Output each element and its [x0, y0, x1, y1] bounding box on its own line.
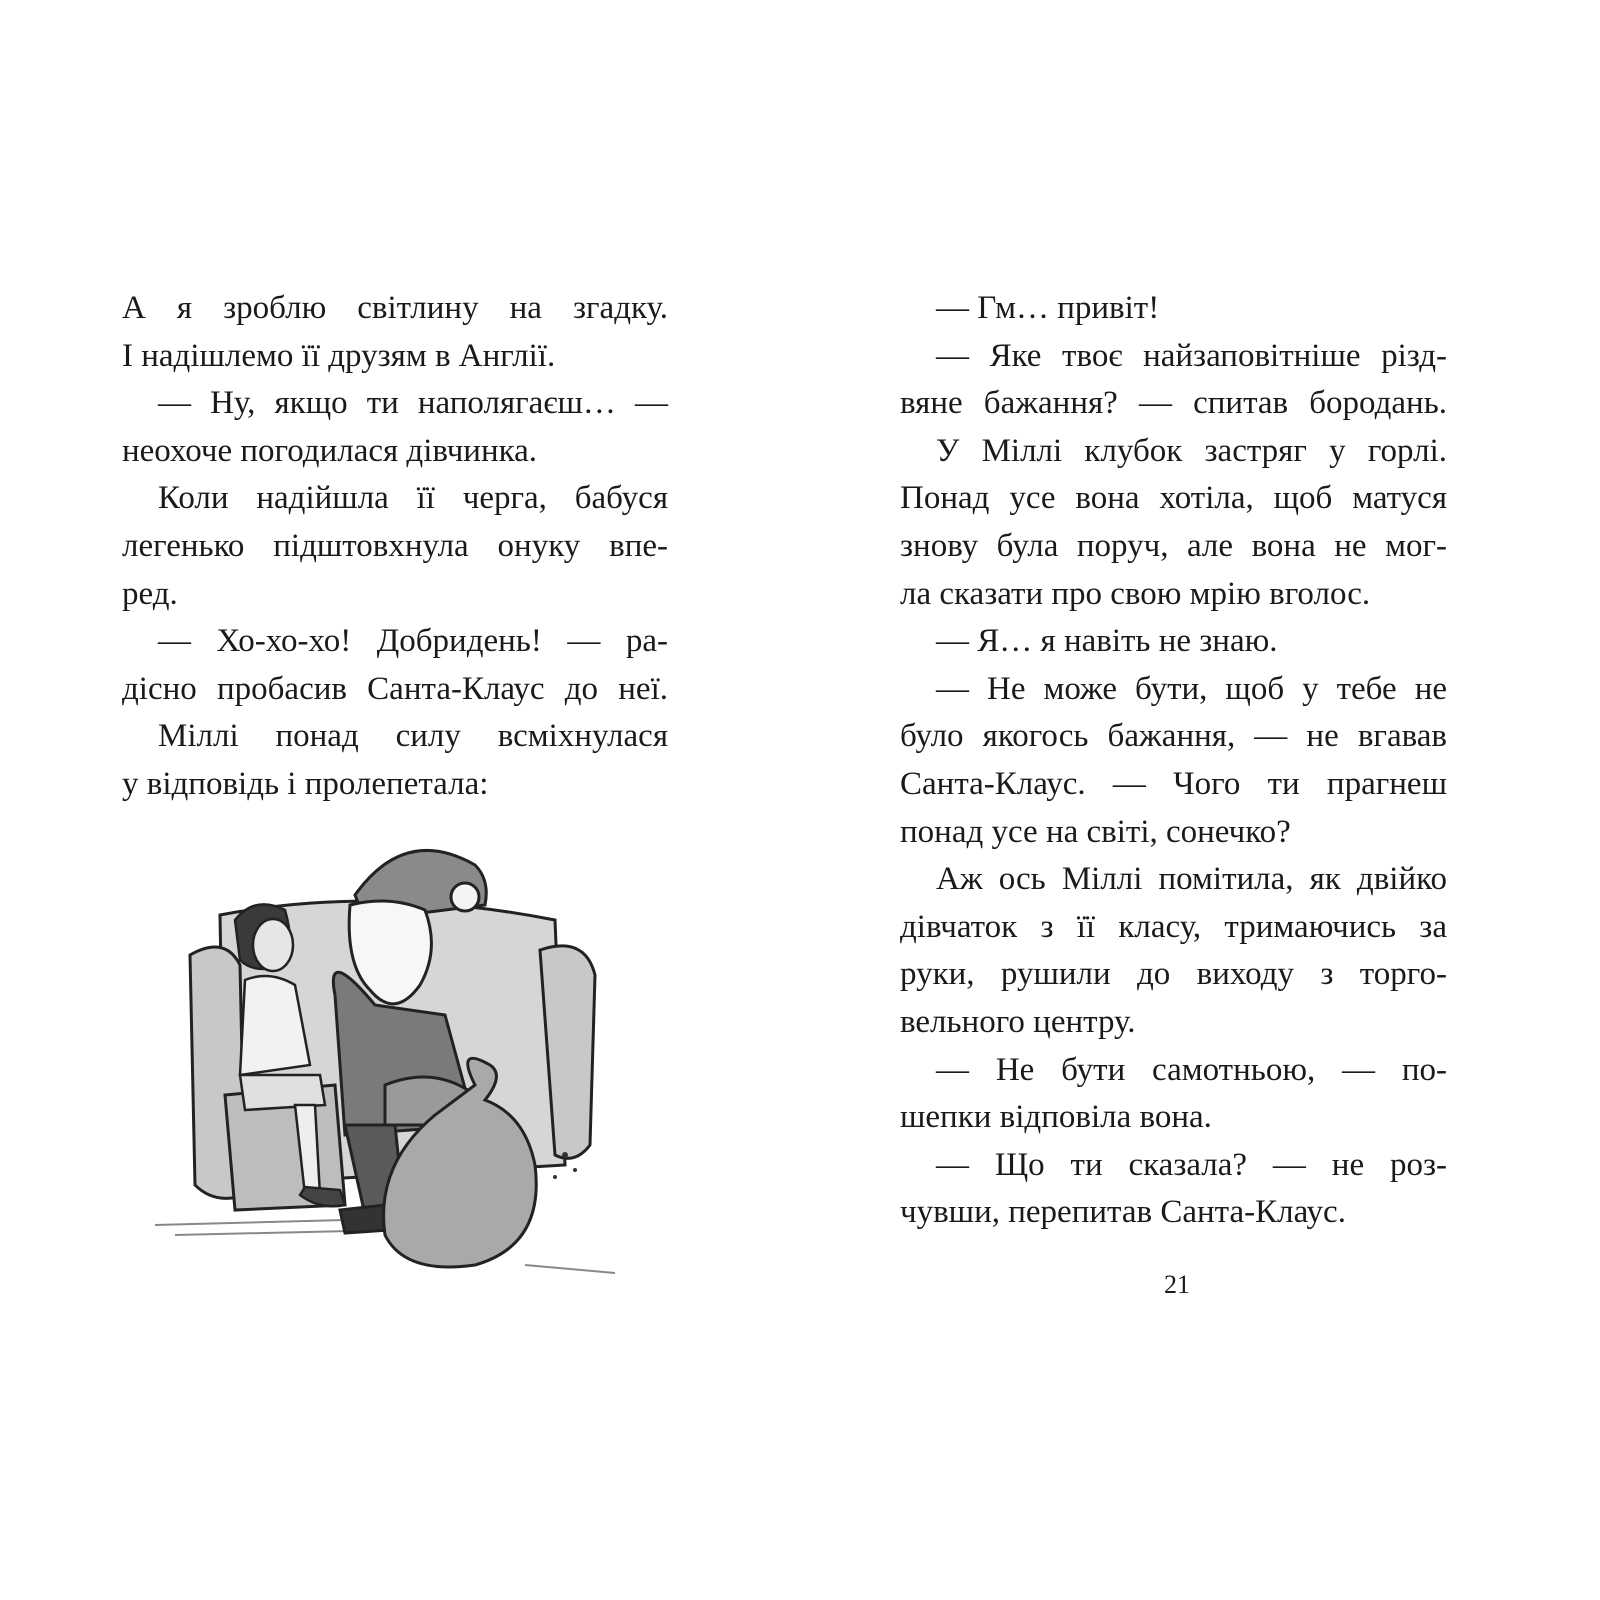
- right-text-column: [900, 285, 1447, 1237]
- text-line: легенько підштовхнула онуку впе-: [122, 527, 668, 564]
- text-line: чувши, перепитав Санта-Клаус.: [900, 1194, 1346, 1231]
- text-line: — Не може бути, щоб у тебе не: [936, 670, 1447, 707]
- text-line: було якогось бажання, — не вгавав: [900, 718, 1447, 755]
- text-line: — Я… я навіть не знаю.: [936, 623, 1278, 660]
- text-line: Санта-Клаус. — Чого ти прагнеш: [900, 765, 1447, 802]
- text-line: дівчаток з її класу, тримаючись за: [900, 908, 1447, 945]
- text-line: А я зроблю світлину на згадку.: [122, 290, 668, 326]
- text-line: І надішлемо її друзям в Англії.: [122, 337, 556, 374]
- text-line: понад усе на світі, сонечко?: [900, 813, 1291, 850]
- santa-illustration: [145, 825, 630, 1280]
- text-line: вельного центру.: [900, 1003, 1136, 1040]
- text-line: — Яке твоє найзаповітніше різд-: [936, 337, 1447, 374]
- text-line: — Гм… привіт!: [936, 290, 1160, 326]
- text-line: — Ну, якщо ти наполягаєш… —: [158, 385, 668, 422]
- text-line: шепки відповіла вона.: [900, 1099, 1212, 1136]
- text-line: Міллі понад силу всміхнулася: [158, 718, 668, 755]
- text-line: — Хо-хо-хо! Добридень! — ра-: [158, 623, 668, 660]
- text-line: знову була поруч, але вона не мог-: [900, 527, 1447, 564]
- text-line: вяне бажання? — спитав бородань.: [900, 385, 1447, 422]
- text-line: дісно пробасив Санта-Клаус до неї.: [122, 670, 668, 707]
- text-line: неохоче погодилася дівчинка.: [122, 432, 538, 469]
- text-line: руки, рушили до виходу з торго-: [900, 956, 1447, 993]
- text-line: Понад усе вона хотіла, щоб матуся: [900, 480, 1447, 517]
- text-line: Коли надійшла її черга, бабуся: [158, 480, 668, 517]
- text-line: ла сказати про свою мрію вголос.: [900, 575, 1371, 612]
- text-line: ред.: [122, 575, 178, 612]
- text-line: Аж ось Міллі помітила, як двійко: [936, 861, 1447, 898]
- page-number: 21: [1164, 1270, 1190, 1299]
- text-line: — Не бути самотньою, — по-: [936, 1051, 1447, 1088]
- text-line: — Що ти сказала? — не роз-: [936, 1146, 1447, 1183]
- text-line: у відповідь і пролепетала:: [122, 765, 489, 802]
- text-line: У Міллі клубок застряг у горлі.: [936, 432, 1447, 469]
- left-text-column: [122, 285, 668, 809]
